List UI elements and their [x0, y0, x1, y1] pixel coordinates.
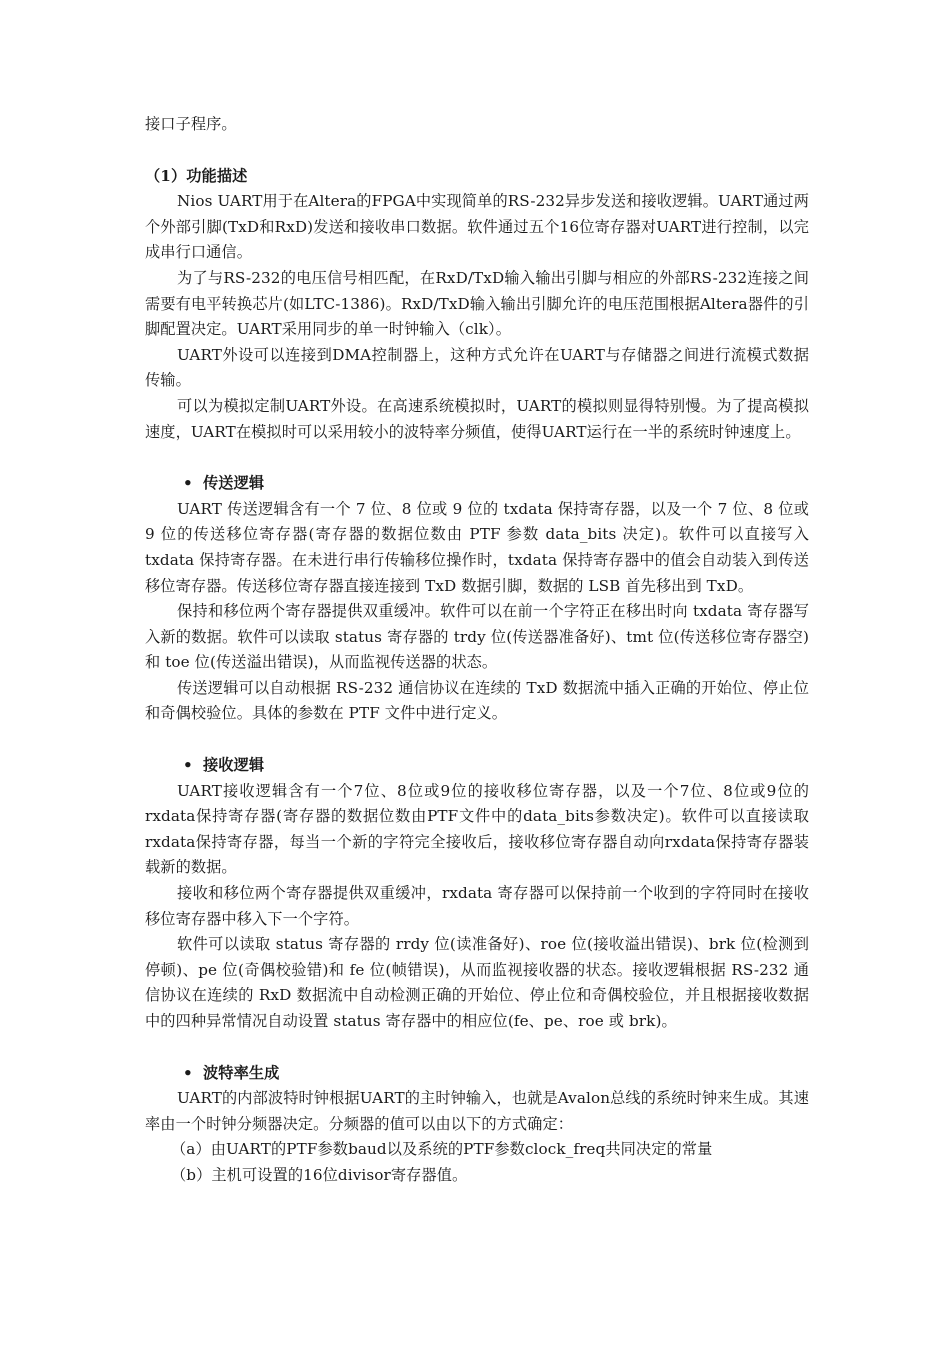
- list-item: （b）主机可设置的16位divisor寄存器值。: [171, 1165, 468, 1184]
- section-heading-function: （1）功能描述: [145, 166, 248, 185]
- paragraph: 传送逻辑可以自动根据 RS-232 通信协议在连续的 TxD 数据流中插入正确的开始位、停止位和奇偶校验位。具体的参数在 PTF 文件中进行定义。: [145, 678, 809, 723]
- bullet-heading-baud: [145, 1061, 809, 1087]
- paragraph: 接收和移位两个寄存器提供双重缓冲，rxdata 寄存器可以保持前一个收到的字符同时在接收移位寄存器中移入下一个字符。: [145, 884, 809, 928]
- paragraph: UART的内部波特时钟根据UART的主时钟输入，也就是Avalon总线的系统时钟来生成。其速率由一个时钟分频器决定。分频器的值可以由以下的方式确定：: [145, 1089, 809, 1133]
- bullet-heading-text: 传送逻辑: [203, 474, 265, 493]
- paragraph: UART 传送逻辑含有一个 7 位、8 位或 9 位的 txdata 保持寄存器，以及一个 7 位、8 位或 9 位的传送移位寄存器(寄存器的数据位数由 PTF 参数 data_bits 决定)。软件可以直接写入 txdata 保持寄存器。在未进行串行传输移位操作时，txdata 保持寄存器中的值会自动装入到传送移位寄存器。传送移位寄存器直接连接到 TxD 数据引脚，数据的 LSB 首先移出到 TxD。: [145, 499, 809, 595]
- bullet-icon: •: [183, 756, 193, 775]
- page-content: [145, 112, 809, 1189]
- bullet-heading-transmit: [145, 471, 809, 497]
- paragraph: UART外设可以连接到DMA控制器上，这种方式允许在UART与存储器之间进行流模式数据传输。: [145, 345, 809, 390]
- paragraph: Nios UART用于在Altera的FPGA中实现简单的RS-232异步发送和接收逻辑。UART通过两个外部引脚(TxD和RxD)发送和接收串口数据。软件通过五个16位寄存器对UART进行控制，以完成串行口通信。: [145, 192, 809, 262]
- bullet-icon: •: [183, 1063, 193, 1082]
- bullet-icon: •: [183, 474, 193, 493]
- paragraph: 可以为模拟定制UART外设。在高速系统模拟时，UART的模拟则显得特别慢。为了提高模拟速度，UART在模拟时可以采用较小的波特率分频值，使得UART运行在一半的系统时钟速度上。: [145, 396, 809, 441]
- paragraph: 保持和移位两个寄存器提供双重缓冲。软件可以在前一个字符正在移出时向 txdata 寄存器写入新的数据。软件可以读取 status 寄存器的 trdy 位(传送器准备好)、tmt 位(传送移位寄存器空)和 toe 位(传送溢出错误)，从而监视传送器的状态。: [145, 602, 809, 672]
- bullet-heading-text: 接收逻辑: [203, 756, 265, 775]
- paragraph: UART接收逻辑含有一个7位、8位或9位的接收移位寄存器，以及一个7位、8位或9位的rxdata保持寄存器(寄存器的数据位数由PTF文件中的data_bits参数决定)。软件可以直接读取rxdata保持寄存器，每当一个新的字符完全接收后，接收移位寄存器自动向rxdata保持寄存器装载新的数据。: [145, 781, 809, 877]
- paragraph: 为了与RS-232的电压信号相匹配，在RxD/TxD输入输出引脚与相应的外部RS-232连接之间需要有电平转换芯片(如LTC-1386)。RxD/TxD输入输出引脚允许的电压范围根据Altera器件的引脚配置决定。UART采用同步的单一时钟输入（clk）。: [145, 268, 809, 339]
- bullet-heading-receive: [145, 753, 809, 779]
- list-item: （a）由UART的PTF参数baud以及系统的PTF参数clock_freq共同决定的常量: [171, 1140, 713, 1159]
- bullet-heading-text: 波特率生成: [203, 1063, 280, 1082]
- paragraph: 软件可以读取 status 寄存器的 rrdy 位(读准备好)、roe 位(接收溢出错误)、brk 位(检测到停顿)、pe 位(奇偶校验错)和 fe 位(帧错误)，从而监视接收器的状态。接收逻辑根据 RS-232 通信协议在连续的 RxD 数据流中自动检测正确的开始位、停止位和奇偶校验位，并且根据接收数据中的四种异常情况自动设置 status 寄存器中的相应位(fe、pe、roe 或 brk)。: [145, 935, 809, 1030]
- intro-line: 接口子程序。: [145, 115, 237, 133]
